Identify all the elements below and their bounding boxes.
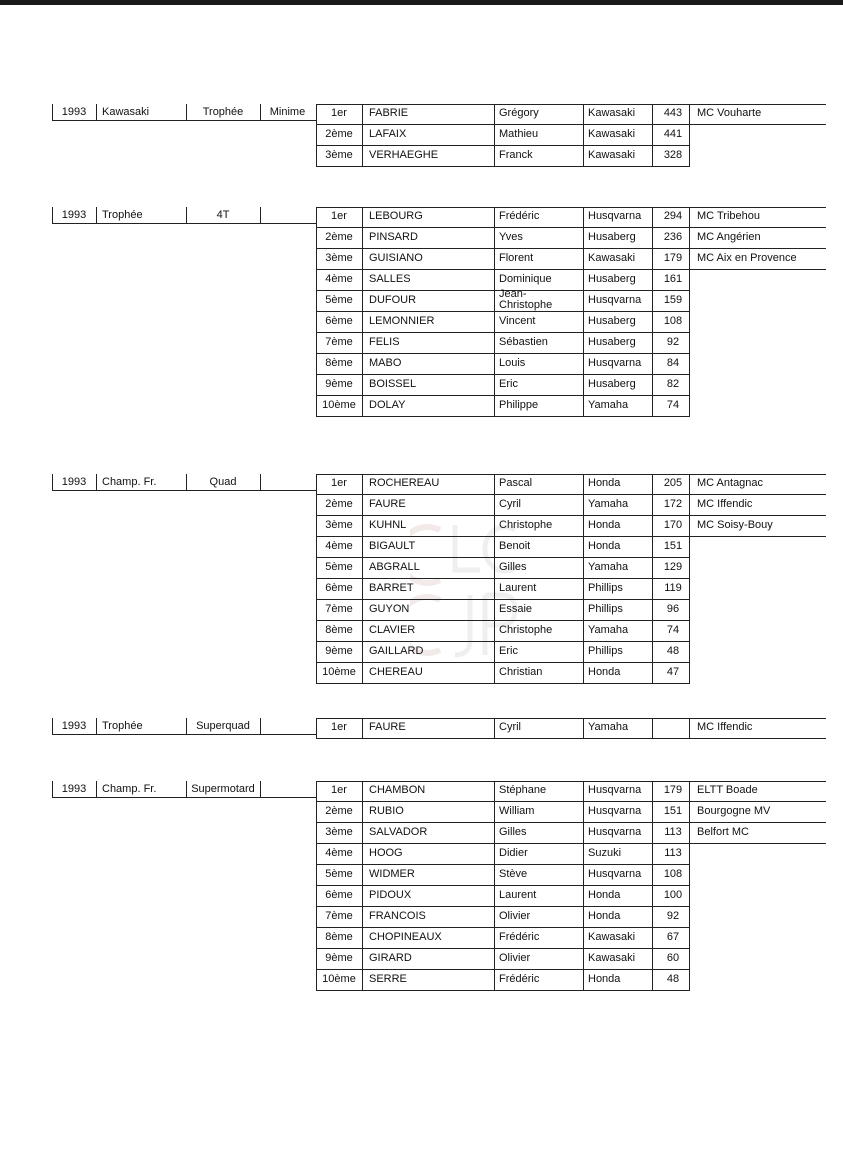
section-year: 1993	[61, 106, 87, 118]
rider-firstname-cell: Stéphane	[499, 784, 547, 796]
rider-lastname-cell: BOISSEL	[369, 378, 417, 390]
result-row	[0, 840, 843, 861]
rider-firstname-cell: Philippe	[499, 399, 539, 411]
column-divider	[689, 970, 690, 991]
rider-firstname-cell: Yves	[499, 231, 523, 243]
position-cell: 5ème	[325, 561, 353, 573]
brand-cell: Kawasaki	[588, 149, 636, 161]
points-cell: 441	[663, 128, 683, 140]
points-cell: 84	[666, 357, 680, 369]
club-cell	[697, 121, 837, 142]
result-row	[0, 491, 843, 512]
row-rule	[316, 738, 826, 739]
brand-cell: Honda	[588, 910, 621, 922]
column-divider	[316, 718, 317, 739]
club-cell	[697, 554, 837, 575]
position-cell: 7ème	[325, 336, 353, 348]
club-cell	[697, 882, 837, 903]
position-cell: 5ème	[325, 294, 353, 306]
rider-lastname-cell: FABRIE	[369, 107, 409, 119]
club-cell: MC Iffendic	[697, 498, 753, 510]
club-cell	[697, 903, 837, 924]
club-cell: MC Angérien	[697, 231, 761, 243]
result-row	[0, 392, 843, 413]
section-type: Champ. Fr.	[102, 783, 157, 795]
result-row	[0, 371, 843, 392]
club-cell	[697, 617, 837, 638]
position-cell: 4ème	[325, 273, 353, 285]
brand-cell: Yamaha	[588, 624, 629, 636]
result-row	[0, 638, 843, 659]
result-row	[0, 308, 843, 329]
points-cell: 74	[666, 399, 680, 411]
rider-firstname-cell: Cyril	[499, 498, 521, 510]
results-section	[0, 718, 843, 741]
rider-lastname-cell: VERHAEGHE	[369, 149, 439, 161]
club-cell: MC Aix en Provence	[697, 252, 797, 264]
rider-firstname-cell: Gilles	[499, 561, 527, 573]
results-section	[0, 207, 843, 419]
club-cell	[697, 659, 837, 680]
club-cell	[697, 638, 837, 659]
position-cell: 3ème	[325, 519, 353, 531]
rider-lastname-cell: LEBOURG	[369, 210, 423, 222]
brand-cell: Husqvarna	[588, 210, 642, 222]
club-cell	[697, 861, 837, 882]
rider-firstname-cell: Didier	[499, 847, 528, 859]
result-row	[0, 617, 843, 638]
rider-firstname-cell: Christophe	[499, 624, 553, 636]
rider-lastname-cell: GUISIANO	[369, 252, 423, 264]
brand-cell: Kawasaki	[588, 107, 636, 119]
column-divider	[689, 146, 690, 167]
section-category: Superquad	[196, 720, 250, 732]
section-type: Kawasaki	[102, 106, 150, 118]
column-divider	[362, 970, 363, 991]
rider-firstname-cell: Franck	[499, 149, 533, 161]
column-divider	[362, 663, 363, 684]
club-cell	[697, 371, 837, 392]
section-category: Supermotard	[191, 783, 255, 795]
column-divider	[689, 663, 690, 684]
brand-cell: Yamaha	[588, 721, 629, 733]
brand-cell: Phillips	[588, 582, 623, 594]
section-category: Quad	[209, 476, 237, 488]
position-cell: 9ème	[325, 645, 353, 657]
rider-lastname-cell: FRANCOIS	[369, 910, 426, 922]
position-cell: 3ème	[325, 826, 353, 838]
club-cell	[697, 287, 837, 308]
rider-lastname-cell: LAFAIX	[369, 128, 407, 140]
points-cell: 92	[666, 910, 680, 922]
brand-cell: Kawasaki	[588, 128, 636, 140]
rider-firstname-cell: Olivier	[499, 952, 531, 964]
result-row	[0, 533, 843, 554]
column-divider	[652, 718, 653, 739]
brand-cell: Honda	[588, 666, 621, 678]
rider-firstname-cell: Florent	[499, 252, 534, 264]
points-cell: 100	[663, 889, 683, 901]
club-cell: Belfort MC	[697, 826, 749, 838]
position-cell: 5ème	[325, 868, 353, 880]
section-year: 1993	[61, 783, 87, 795]
position-cell: 8ème	[325, 624, 353, 636]
brand-cell: Yamaha	[588, 561, 629, 573]
column-divider	[362, 146, 363, 167]
result-row	[0, 924, 843, 945]
result-row	[0, 714, 843, 735]
column-divider	[494, 970, 495, 991]
rider-lastname-cell: FELIS	[369, 336, 400, 348]
points-cell: 151	[663, 805, 683, 817]
rider-firstname-cell: Dominique	[499, 273, 552, 285]
club-cell	[697, 575, 837, 596]
position-cell: 1er	[331, 784, 347, 796]
position-cell: 6ème	[325, 582, 353, 594]
position-cell: 3ème	[325, 252, 353, 264]
brand-cell: Kawasaki	[588, 952, 636, 964]
rider-firstname-cell: Olivier	[499, 910, 531, 922]
points-cell: 48	[666, 973, 680, 985]
brand-cell: Yamaha	[588, 399, 629, 411]
rider-firstname-cell: Pascal	[499, 477, 533, 489]
section-type: Trophée	[102, 209, 143, 221]
position-cell: 1er	[331, 107, 347, 119]
points-cell: 108	[663, 315, 683, 327]
brand-cell: Husqvarna	[588, 805, 642, 817]
rider-lastname-cell: HOOG	[369, 847, 403, 859]
section-year: 1993	[61, 720, 87, 732]
position-cell: 9ème	[325, 378, 353, 390]
rider-lastname-cell: PIDOUX	[369, 889, 412, 901]
points-cell: 129	[663, 561, 683, 573]
rider-lastname-cell: SALLES	[369, 273, 411, 285]
brand-cell: Husaberg	[588, 315, 636, 327]
result-row	[0, 596, 843, 617]
position-cell: 6ème	[325, 315, 353, 327]
points-cell: 151	[663, 540, 683, 552]
club-cell	[697, 142, 837, 163]
result-row	[0, 575, 843, 596]
column-divider	[583, 663, 584, 684]
results-section	[0, 104, 843, 169]
rider-firstname-cell: Louis	[499, 357, 526, 369]
points-cell: 108	[663, 868, 683, 880]
result-row	[0, 224, 843, 245]
rider-firstname-cell: Frédéric	[499, 931, 540, 943]
brand-cell: Husaberg	[588, 231, 636, 243]
rider-lastname-cell: MABO	[369, 357, 402, 369]
result-row	[0, 659, 843, 680]
rider-firstname-cell: Laurent	[499, 582, 537, 594]
position-cell: 7ème	[325, 910, 353, 922]
row-rule	[316, 683, 690, 684]
rider-lastname-cell: ROCHEREAU	[369, 477, 440, 489]
rider-firstname-cell: Laurent	[499, 889, 537, 901]
position-cell: 4ème	[325, 847, 353, 859]
position-cell: 1er	[331, 210, 347, 222]
result-row	[0, 100, 843, 121]
rider-lastname-cell: BIGAULT	[369, 540, 416, 552]
brand-cell: Phillips	[588, 645, 623, 657]
column-divider	[494, 663, 495, 684]
row-rule	[316, 990, 690, 991]
rider-lastname-cell: CLAVIER	[369, 624, 416, 636]
position-cell: 10ème	[322, 666, 356, 678]
rider-lastname-cell: CHEREAU	[369, 666, 423, 678]
rider-firstname-cell: Eric	[499, 645, 518, 657]
rider-firstname-cell: Gilles	[499, 826, 527, 838]
brand-cell: Honda	[588, 477, 621, 489]
position-cell: 1er	[331, 721, 347, 733]
points-cell: 205	[663, 477, 683, 489]
points-cell: 92	[666, 336, 680, 348]
position-cell: 6ème	[325, 889, 353, 901]
column-divider	[689, 396, 690, 417]
row-rule	[316, 166, 690, 167]
position-cell: 8ème	[325, 931, 353, 943]
rider-lastname-cell: DOLAY	[369, 399, 406, 411]
rider-lastname-cell: SALVADOR	[369, 826, 428, 838]
top-border-line	[0, 0, 843, 5]
rider-firstname-cell: Cyril	[499, 721, 521, 733]
result-row	[0, 861, 843, 882]
points-cell: 47	[666, 666, 680, 678]
club-cell	[697, 840, 837, 861]
result-row	[0, 470, 843, 491]
results-section	[0, 781, 843, 993]
result-row	[0, 777, 843, 798]
points-cell: 179	[663, 784, 683, 796]
club-cell: Bourgogne MV	[697, 805, 771, 817]
column-divider	[583, 718, 584, 739]
brand-cell: Honda	[588, 540, 621, 552]
position-cell: 4ème	[325, 540, 353, 552]
brand-cell: Kawasaki	[588, 252, 636, 264]
rider-lastname-cell: SERRE	[369, 973, 407, 985]
club-cell	[697, 966, 837, 987]
points-cell: 113	[664, 826, 682, 838]
points-cell: 96	[666, 603, 680, 615]
rider-lastname-cell: KUHNL	[369, 519, 407, 531]
brand-cell: Husaberg	[588, 336, 636, 348]
section-year: 1993	[61, 476, 87, 488]
position-cell: 10ème	[322, 973, 356, 985]
rider-firstname-cell: Jean-Christophe	[499, 288, 553, 311]
club-cell	[697, 266, 837, 287]
rider-lastname-cell: FAURE	[369, 498, 406, 510]
points-cell: 67	[666, 931, 680, 943]
column-divider	[494, 718, 495, 739]
rider-firstname-cell: Eric	[499, 378, 518, 390]
result-row	[0, 798, 843, 819]
rider-lastname-cell: CHAMBON	[369, 784, 426, 796]
rider-lastname-cell: RUBIO	[369, 805, 404, 817]
brand-cell: Honda	[588, 519, 621, 531]
club-cell	[697, 533, 837, 554]
column-divider	[652, 146, 653, 167]
club-cell: MC Vouharte	[697, 107, 762, 119]
rider-firstname-cell: Christophe	[499, 519, 553, 531]
club-cell	[697, 350, 837, 371]
section-category: 4T	[216, 209, 230, 221]
result-row	[0, 266, 843, 287]
club-cell: MC Antagnac	[697, 477, 764, 489]
rider-firstname-cell: Benoit	[499, 540, 531, 552]
position-cell: 2ème	[325, 128, 353, 140]
club-cell: MC Iffendic	[697, 721, 753, 733]
position-cell: 1er	[331, 477, 347, 489]
brand-cell: Husqvarna	[588, 294, 642, 306]
rider-firstname-cell: Frédéric	[499, 210, 540, 222]
rider-firstname-cell: Essaie	[499, 603, 533, 615]
position-cell: 8ème	[325, 357, 353, 369]
rider-lastname-cell: WIDMER	[369, 868, 415, 880]
points-cell: 113	[664, 847, 682, 859]
result-row	[0, 287, 843, 311]
section-category: Trophée	[202, 106, 244, 118]
result-row	[0, 329, 843, 350]
brand-cell: Husqvarna	[588, 784, 642, 796]
result-row	[0, 882, 843, 903]
column-divider	[362, 396, 363, 417]
rider-firstname-cell: Vincent	[499, 315, 536, 327]
points-cell: 82	[666, 378, 680, 390]
rider-firstname-cell: Stève	[499, 868, 528, 880]
column-divider	[583, 970, 584, 991]
position-cell: 7ème	[325, 603, 353, 615]
rider-lastname-cell: PINSARD	[369, 231, 418, 243]
column-divider	[652, 396, 653, 417]
club-cell	[697, 329, 837, 350]
result-row	[0, 819, 843, 840]
result-row	[0, 245, 843, 266]
brand-cell: Suzuki	[588, 847, 622, 859]
brand-cell: Husqvarna	[588, 868, 642, 880]
column-divider	[316, 970, 317, 991]
result-row	[0, 121, 843, 142]
position-cell: 2ème	[325, 498, 353, 510]
brand-cell: Honda	[588, 889, 621, 901]
points-cell: 236	[663, 231, 683, 243]
brand-cell: Phillips	[588, 603, 623, 615]
points-cell: 294	[663, 210, 683, 222]
points-cell: 172	[663, 498, 683, 510]
points-cell: 170	[663, 519, 683, 531]
rider-lastname-cell: FAURE	[369, 721, 406, 733]
points-cell: 60	[666, 952, 680, 964]
column-divider	[652, 970, 653, 991]
rider-lastname-cell: GUYON	[369, 603, 410, 615]
club-cell: MC Tribehou	[697, 210, 760, 222]
result-row	[0, 512, 843, 533]
brand-cell: Honda	[588, 973, 621, 985]
result-row	[0, 203, 843, 224]
rider-firstname-cell: Sébastien	[499, 336, 548, 348]
section-year: 1993	[61, 209, 87, 221]
column-divider	[689, 718, 690, 739]
club-cell	[697, 924, 837, 945]
rider-lastname-cell: BARRET	[369, 582, 414, 594]
result-row	[0, 554, 843, 575]
points-cell: 328	[663, 149, 683, 161]
position-cell: 2ème	[325, 231, 353, 243]
points-cell: 179	[663, 252, 683, 264]
rider-firstname-cell: Christian	[499, 666, 543, 678]
position-cell: 2ème	[325, 805, 353, 817]
points-cell: 159	[663, 294, 683, 306]
column-divider	[494, 146, 495, 167]
position-cell: 10ème	[322, 399, 356, 411]
brand-cell: Husqvarna	[588, 357, 642, 369]
section-type: Champ. Fr.	[102, 476, 157, 488]
points-cell: 119	[664, 582, 682, 594]
column-divider	[494, 396, 495, 417]
position-cell: 9ème	[325, 952, 353, 964]
rider-lastname-cell: ABGRALL	[369, 561, 420, 573]
club-cell: ELTT Boade	[697, 784, 758, 796]
section-subcategory: Minime	[269, 106, 306, 118]
column-divider	[652, 663, 653, 684]
club-cell	[697, 596, 837, 617]
rider-firstname-cell: William	[499, 805, 535, 817]
section-type: Trophée	[102, 720, 143, 732]
rider-firstname-cell: Grégory	[499, 107, 539, 119]
points-cell: 443	[663, 107, 683, 119]
rider-lastname-cell: CHOPINEAUX	[369, 931, 442, 943]
points-cell: 74	[666, 624, 680, 636]
club-cell	[697, 945, 837, 966]
column-divider	[316, 146, 317, 167]
result-row	[0, 966, 843, 987]
brand-cell: Yamaha	[588, 498, 629, 510]
result-row	[0, 945, 843, 966]
column-divider	[316, 663, 317, 684]
column-divider	[583, 146, 584, 167]
results-section	[0, 474, 843, 686]
column-divider	[583, 396, 584, 417]
result-row	[0, 142, 843, 163]
points-cell: 161	[663, 273, 683, 285]
club-cell	[697, 392, 837, 413]
rider-firstname-cell: Frédéric	[499, 973, 540, 985]
rider-firstname-cell: Mathieu	[499, 128, 539, 140]
result-row	[0, 903, 843, 924]
row-rule	[316, 416, 690, 417]
brand-cell: Husaberg	[588, 273, 636, 285]
brand-cell: Husqvarna	[588, 826, 642, 838]
club-cell	[697, 308, 837, 329]
column-divider	[362, 718, 363, 739]
points-cell	[657, 714, 689, 735]
rider-lastname-cell: GAILLARD	[369, 645, 424, 657]
club-cell: MC Soisy-Bouy	[697, 519, 773, 531]
points-cell: 48	[666, 645, 680, 657]
rider-lastname-cell: DUFOUR	[369, 294, 417, 306]
rider-lastname-cell: GIRARD	[369, 952, 412, 964]
brand-cell: Kawasaki	[588, 931, 636, 943]
position-cell: 3ème	[325, 149, 353, 161]
column-divider	[316, 396, 317, 417]
rider-lastname-cell: LEMONNIER	[369, 315, 435, 327]
result-row	[0, 350, 843, 371]
brand-cell: Husaberg	[588, 378, 636, 390]
